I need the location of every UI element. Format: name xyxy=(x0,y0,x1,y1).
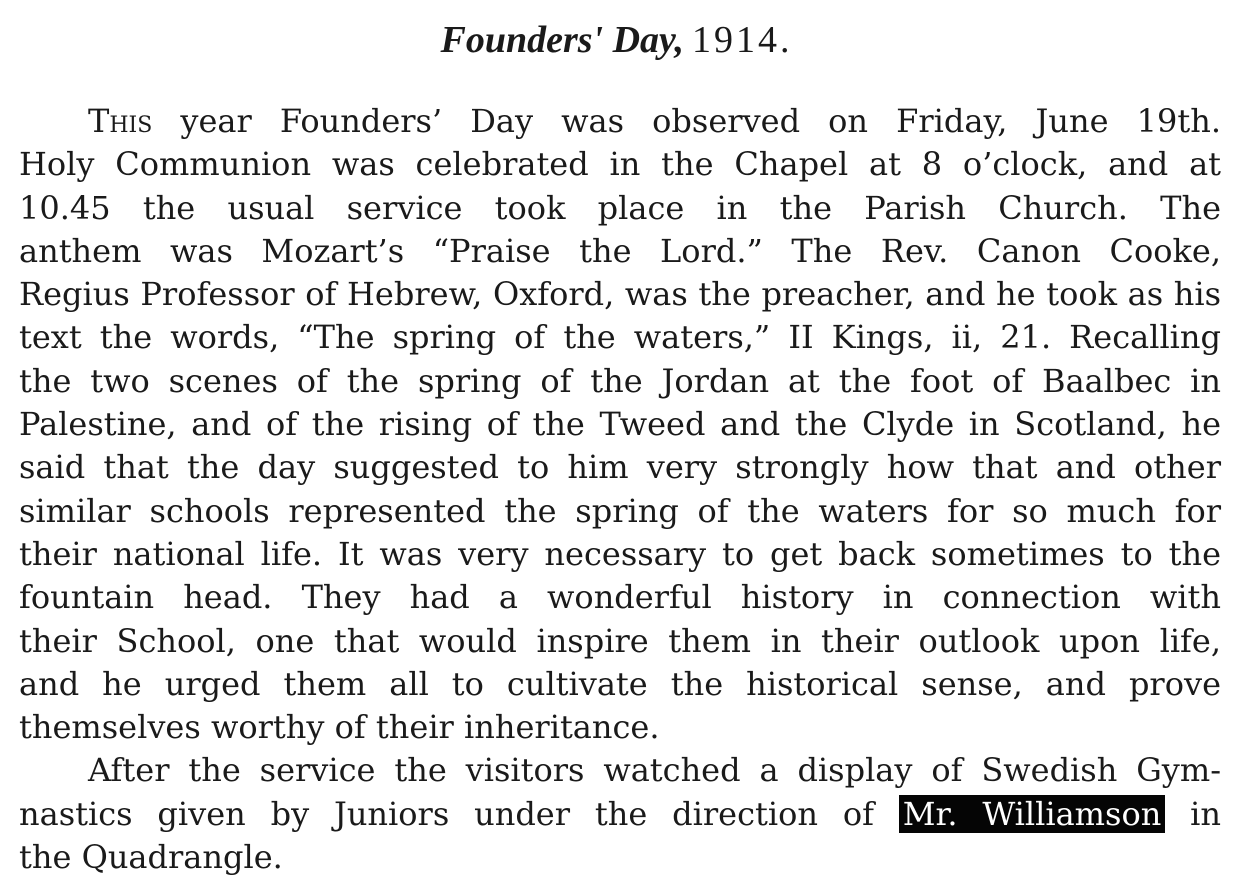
paragraph-2-line-3: the Quadrangle. xyxy=(19,838,283,877)
paragraph-1-line-4: anthem was Mozart’s “Praise the Lord.” The Rev. Canon Cooke, xyxy=(19,231,1221,270)
drop-word: This xyxy=(88,102,153,140)
paragraph-1-line-2: Holy Communion was celebrated in the Chapel at 8 o’clock, and at xyxy=(19,145,1221,184)
paragraph-1-line-13: their School, one that would inspire them in their outlook upon life, xyxy=(19,621,1221,660)
paragraph-2-line-1: After the service the visitors watched a display of Swedish Gym- xyxy=(88,751,1221,790)
paragraph-1-line-8: Palestine, and of the rising of the Tweed and the Clyde in Scotland, he xyxy=(19,405,1221,444)
line-text: nastics given by Juniors under the direction of xyxy=(19,794,899,833)
paragraph-1-line-9: said that the day suggested to him very strongly how that and other xyxy=(19,448,1221,487)
paragraph-1-line-12: fountain head. They had a wonderful history in connection with xyxy=(19,578,1221,617)
title-main: Founders' Day, xyxy=(440,19,684,61)
paragraph-1-line-15: themselves worthy of their inheritance. xyxy=(19,708,660,747)
article-body xyxy=(19,100,1221,879)
highlighted-name: Mr. Williamson xyxy=(899,795,1166,833)
paragraph-2-line-2 xyxy=(19,793,1221,836)
page-title xyxy=(0,14,1233,65)
line-text: in xyxy=(1165,794,1221,833)
line-text: year Founders’ Day was observed on Friday, June 19th. xyxy=(152,102,1221,140)
paragraph-1-line-7: the two scenes of the spring of the Jordan at the foot of Baalbec in xyxy=(19,361,1221,400)
paragraph-1-line-1 xyxy=(19,100,1221,143)
title-year: 1914. xyxy=(692,19,793,61)
paragraph-1-line-3: 10.45 the usual service took place in the Parish Church. The xyxy=(19,188,1221,227)
paragraph-1-line-6: text the words, “The spring of the waters,” II Kings, ii, 21. Recalling xyxy=(19,318,1221,357)
paragraph-1-line-10: similar schools represented the spring of the waters for so much for xyxy=(19,491,1221,530)
paragraph-1-line-11: their national life. It was very necessary to get back sometimes to the xyxy=(19,534,1221,573)
paragraph-1-line-14: and he urged them all to cultivate the historical sense, and prove xyxy=(19,664,1221,703)
paragraph-1-line-5: Regius Professor of Hebrew, Oxford, was the preacher, and he took as his xyxy=(19,275,1221,314)
